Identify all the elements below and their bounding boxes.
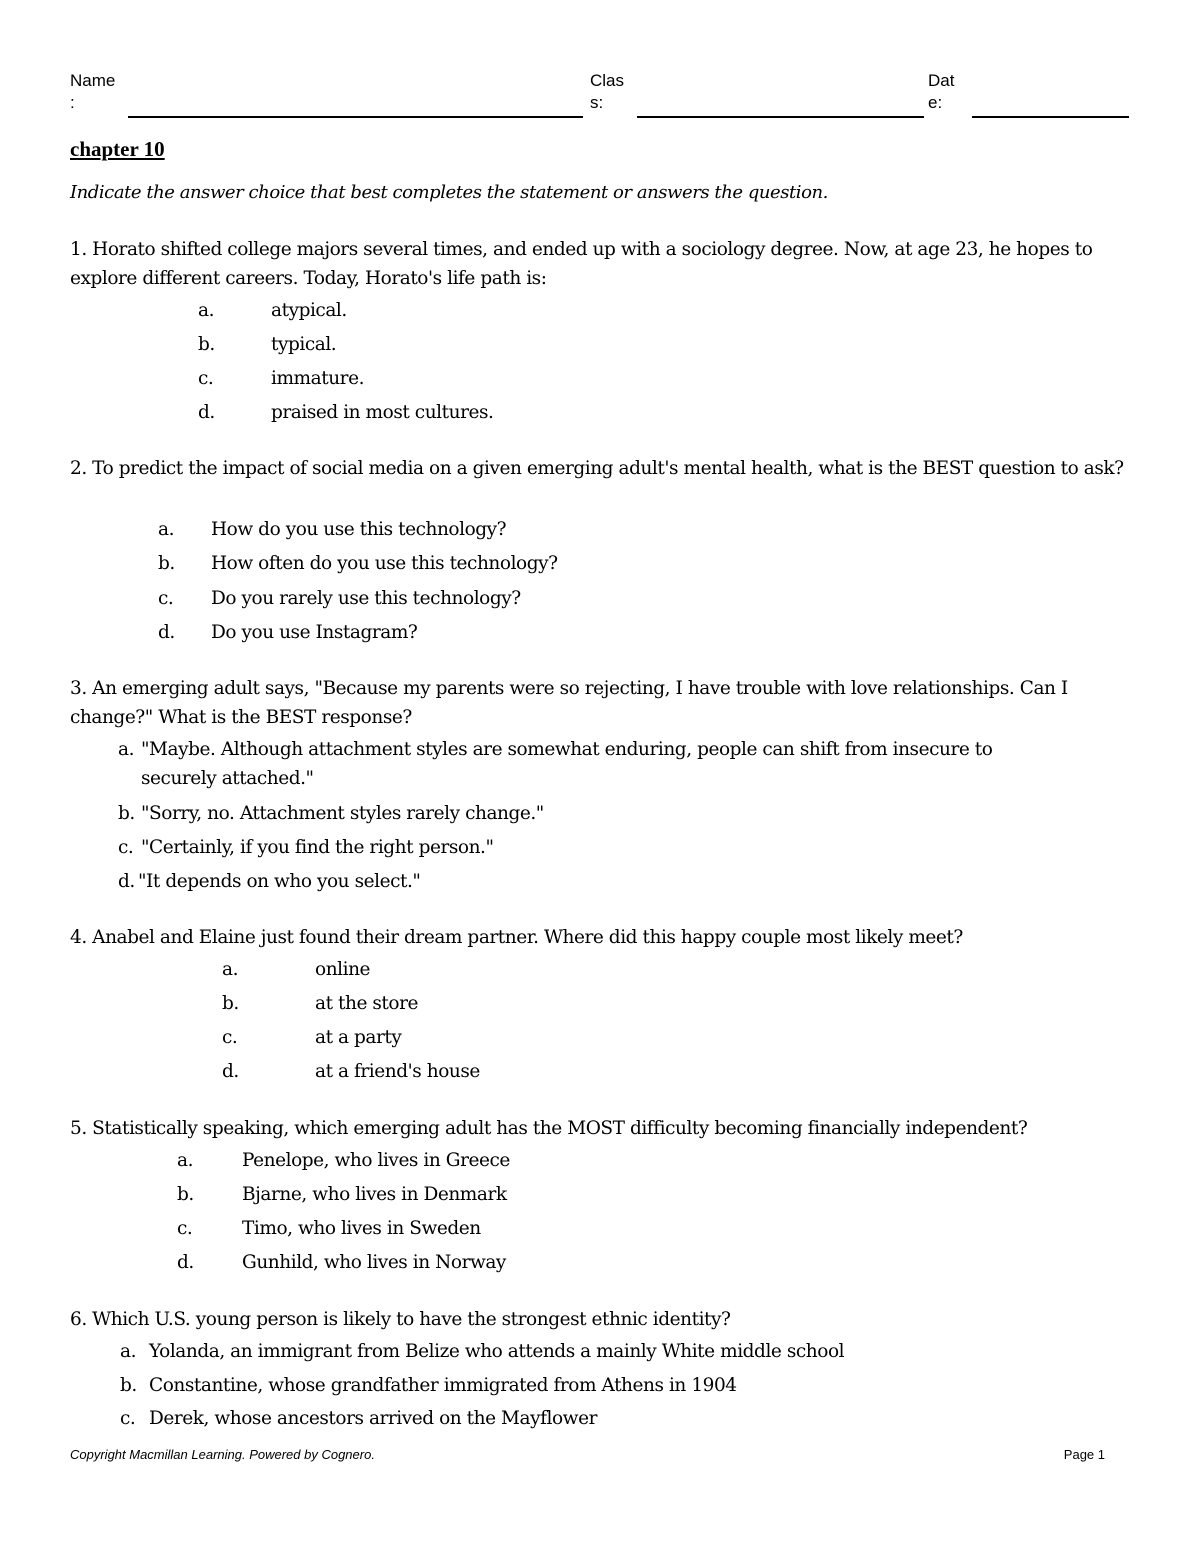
class-field-label: Clas s: — [590, 71, 625, 112]
date-field-label: Dat e: — [928, 71, 955, 112]
question-1: 1. Horato shifted college majors several times, and ended up with a sociology degree. Now, at age 23, he hopes to explore different careers. Today, Horato's life path is: — [70, 239, 1093, 289]
footer-page-number: Page 1 — [1063, 1447, 1105, 1462]
class-blank-line — [637, 116, 924, 118]
question-6: 6. Which U.S. young person is likely to have the strongest ethnic identity? — [70, 1309, 731, 1330]
document-page: Name : Clas s: Dat e: chapter 10 Indicate the answer choice that best completes the statement or answers the question. 1. Horato shifted college majors several times, and ended up with a sociology degree. Now, at age 23, he hopes to explore different careers. Today, Horato's life path is: a. atypical. b. typical. c. immature. d. praised in most cultures. 2. To predict the impact of social media on a given emerging adult's mental health, what is the BEST question to ask? a. How do you use this technology? b. How often do you use this technology? c. Do you rarely use this technology? d. Do you use Instagram? 3. An emerging adult says, "Because my parents were so rejecting, I have trouble with love relationships. Can I change?" What is the BEST response? a. "Maybe. Although attachment styles are somewhat enduring, people can shift from insecure to securely attached." b. "Sorry, no. Attachment styles rarely change." c. "Certainly, if you find the right person." d. "It depends on who you select." 4. Anabel and Elaine just found their dream partner. Where did this happy couple most likely meet? a. online b. at the store c. at a party d. at a friend's house 5. Statistically speaking, which emerging adult has the MOST difficulty becoming financially independent? a. Penelope, who lives in Greece b. Bjarne, who lives in Denmark c. Timo, who lives in Sweden d. Gunhild, who lives in Norway 6. Which U.S. young person is likely to have the strongest ethnic identity? a. Yolanda, an immigrant from Belize who attends a mainly White middle school b. Constantine, whose grandfather immigrated from Athens in 1904 c. Derek, whose ancestors arrived on the Mayflower Copyright Macmillan Learning. Powered by Cognero. Page 1 — [0, 0, 1200, 1553]
q3-option-a-continued: securely attached." — [141, 768, 314, 789]
question-4: 4. Anabel and Elaine just found their dream partner. Where did this happy couple most likely meet? — [70, 927, 963, 948]
date-blank-line — [972, 116, 1129, 118]
instructions: Indicate the answer choice that best completes the statement or answers the question. — [70, 182, 828, 203]
question-5: 5. Statistically speaking, which emerging adult has the MOST difficulty becoming financially independent? — [70, 1118, 1028, 1139]
chapter-title: chapter 10 — [70, 137, 165, 161]
footer-copyright: Copyright Macmillan Learning. Powered by Cognero. — [70, 1447, 375, 1462]
question-3: 3. An emerging adult says, "Because my parents were so rejecting, I have trouble with love relationships. Can I change?" What is the BEST response? — [70, 678, 1068, 728]
question-2: 2. To predict the impact of social media on a given emerging adult's mental health, what is the BEST question to ask? — [70, 458, 1124, 479]
name-field-label: Name : — [70, 71, 116, 112]
name-blank-line — [128, 116, 583, 118]
